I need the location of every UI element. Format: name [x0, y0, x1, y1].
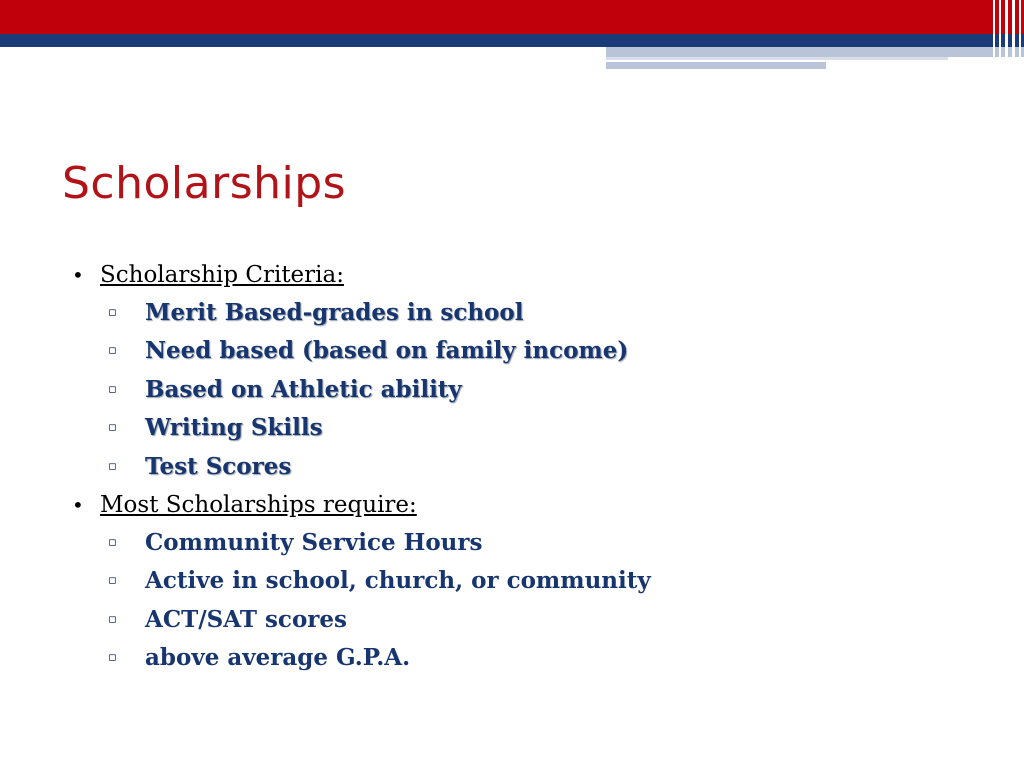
- square-bullet-icon: ▫: [108, 650, 117, 666]
- banner-red-band: [0, 0, 1024, 34]
- list-item: ▫ Community Service Hours: [72, 524, 972, 562]
- square-bullet-icon: ▫: [108, 343, 117, 359]
- square-bullet-icon: ▫: [108, 381, 117, 397]
- section-heading: • Most Scholarships require:: [72, 486, 972, 524]
- banner-navy-band: [0, 34, 1024, 47]
- list-item: ▫ ACT/SAT scores: [72, 601, 972, 639]
- banner-stripe: [993, 0, 995, 70]
- slide-title: Scholarships: [62, 158, 347, 209]
- bullet-list: [72, 256, 972, 678]
- list-item: ▫ Test Scores: [72, 448, 972, 486]
- bullet-dot-icon: •: [72, 492, 84, 517]
- square-bullet-icon: ▫: [108, 458, 117, 474]
- banner-light-band: [606, 47, 1024, 57]
- list-item: ▫ Writing Skills: [72, 409, 972, 447]
- banner-light-line: [606, 57, 948, 60]
- banner-stripe: [1019, 0, 1021, 70]
- list-item: ▫ Based on Athletic ability: [72, 371, 972, 409]
- banner-stripe: [1012, 0, 1015, 70]
- list-item: ▫ above average G.P.A.: [72, 639, 972, 677]
- list-item: ▫ Need based (based on family income): [72, 332, 972, 370]
- list-item: ▫ Active in school, church, or community: [72, 562, 972, 600]
- banner-stripe: [1005, 0, 1008, 70]
- banner-stripe: [999, 0, 1001, 70]
- square-bullet-icon: ▫: [108, 420, 117, 436]
- square-bullet-icon: ▫: [108, 573, 117, 589]
- section-heading: • Scholarship Criteria:: [72, 256, 972, 294]
- square-bullet-icon: ▫: [108, 534, 117, 550]
- list-item: ▫ Merit Based-grades in school: [72, 294, 972, 332]
- square-bullet-icon: ▫: [108, 611, 117, 627]
- square-bullet-icon: ▫: [108, 305, 117, 320]
- bullet-dot-icon: •: [72, 263, 84, 287]
- banner-light-band-short: [606, 62, 826, 69]
